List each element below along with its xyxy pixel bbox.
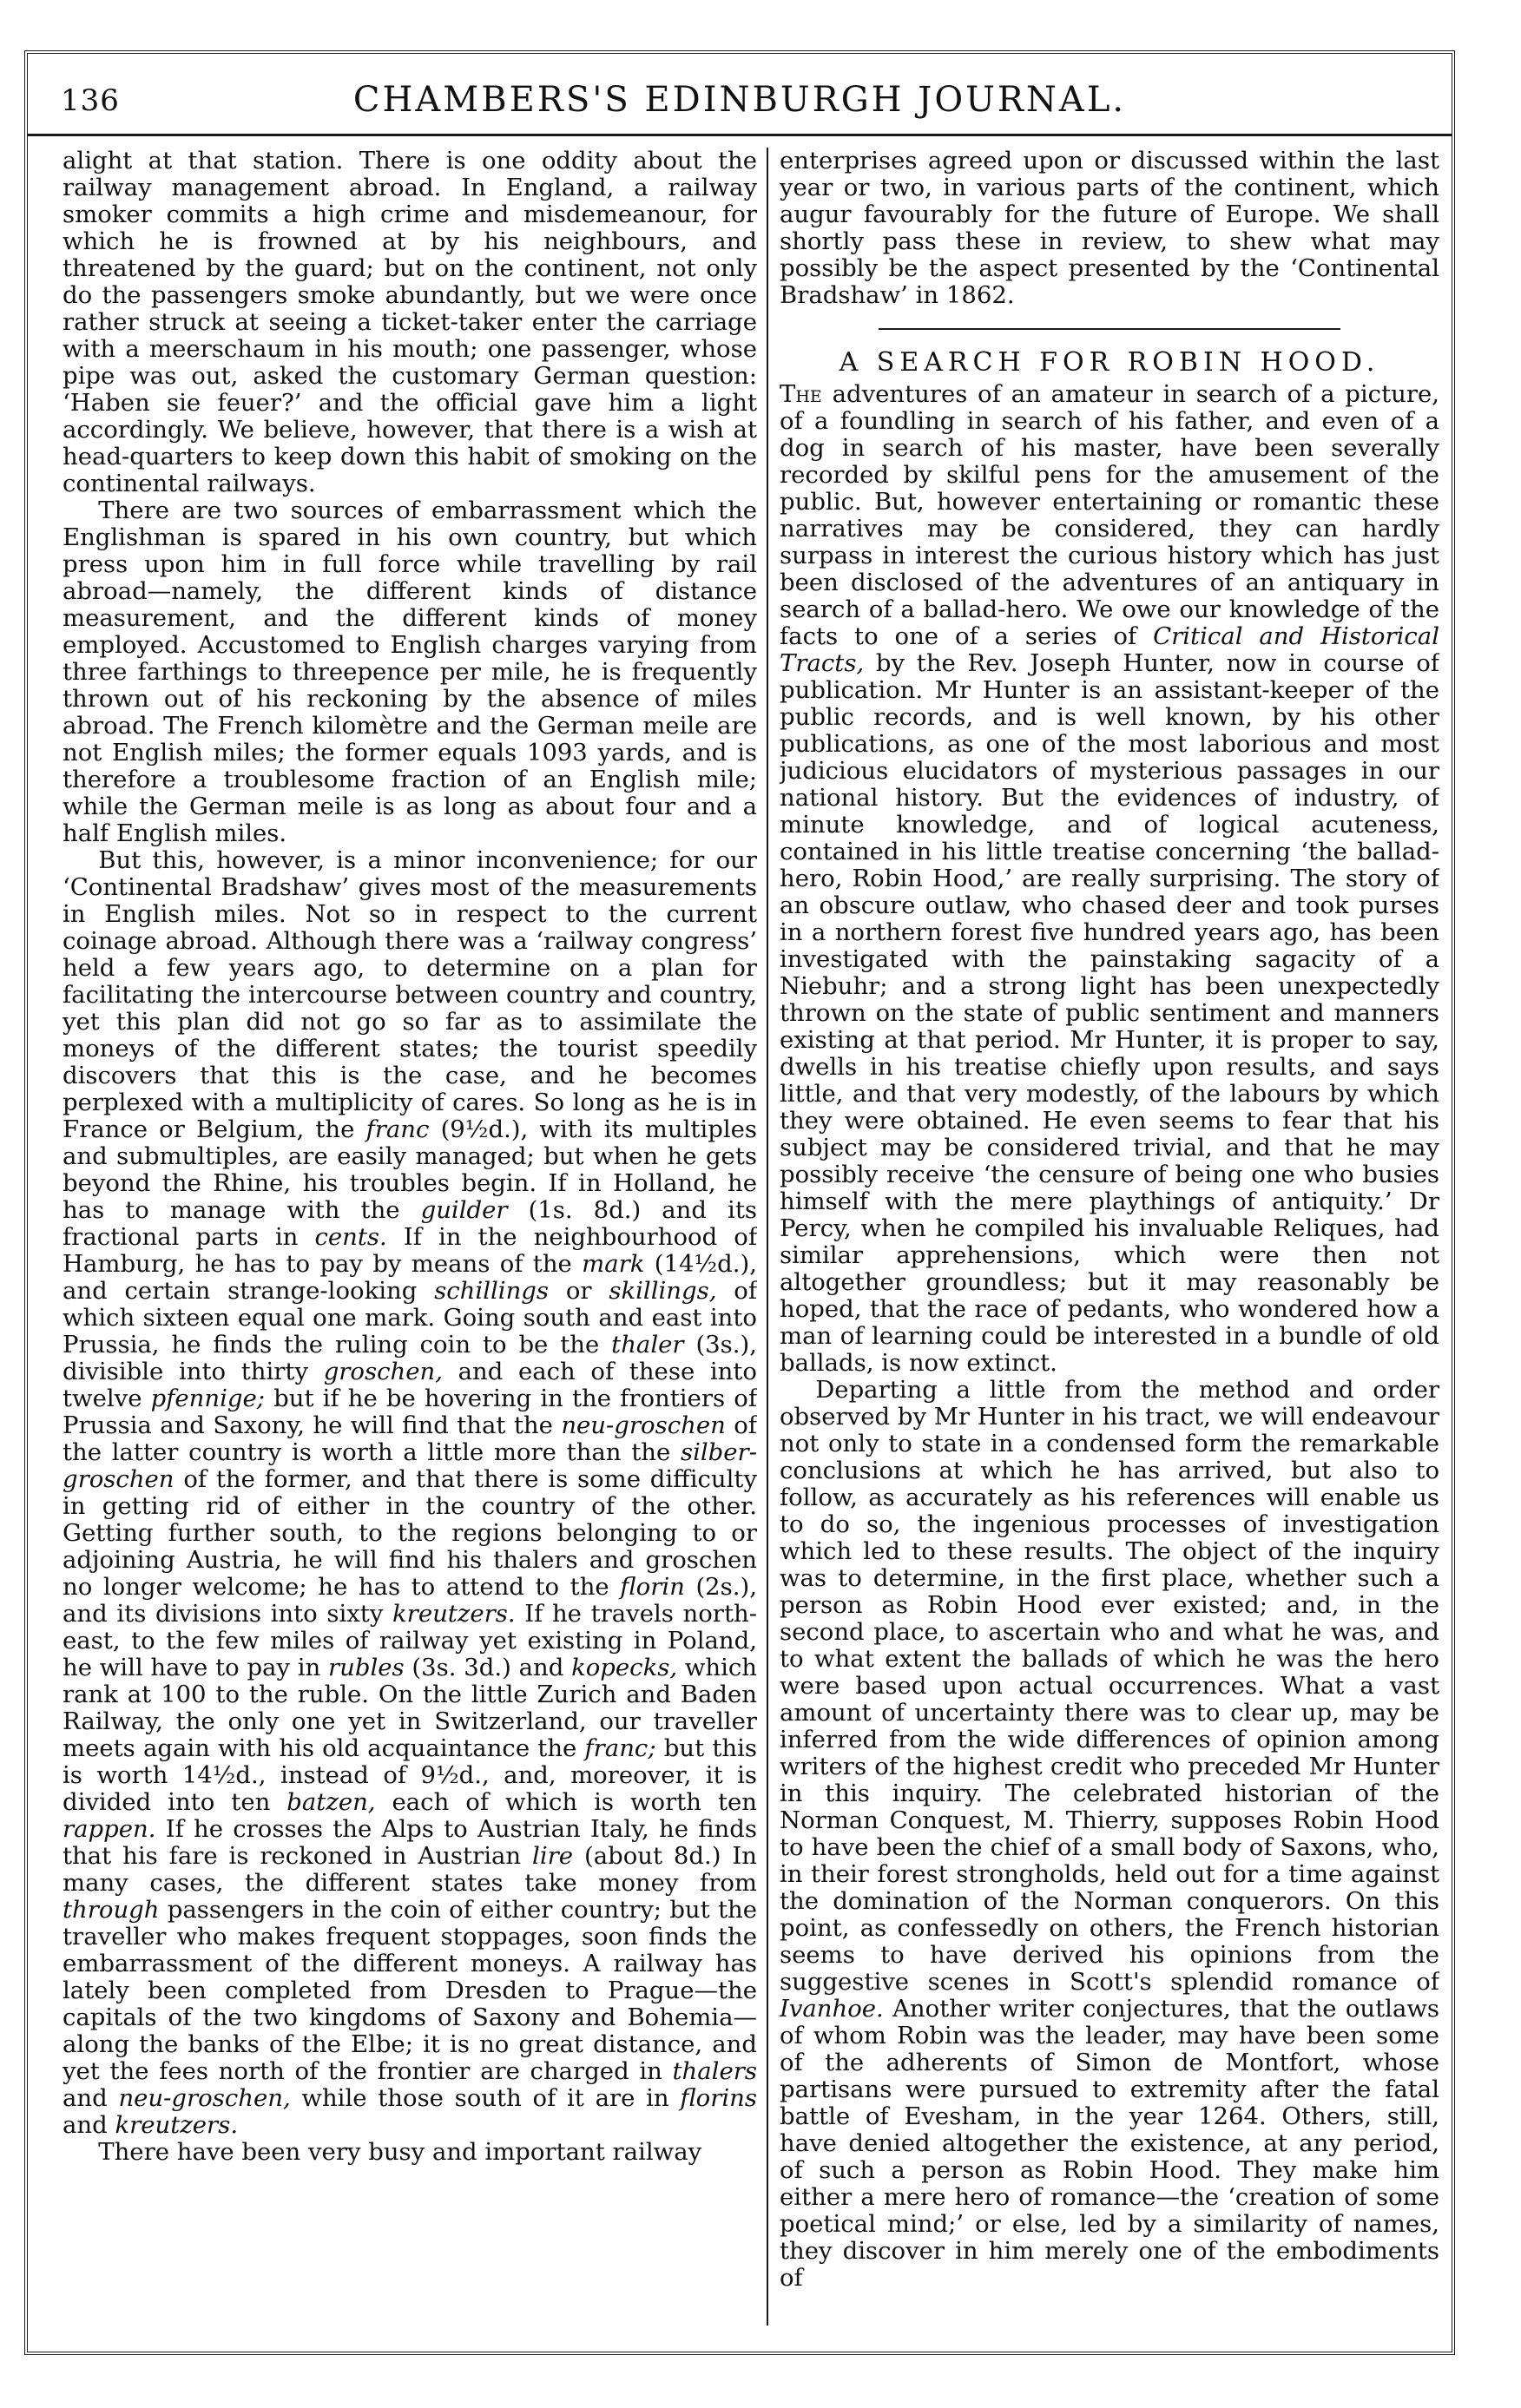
text-run: of which sixteen equal one mark. Going south and east into Prussia, he finds the ruling coin to be the [63, 1277, 757, 1359]
italic-term: franc; [584, 1734, 656, 1762]
paragraph-smoking [63, 148, 757, 497]
paragraph-continued [780, 148, 1439, 309]
paragraph-distance-measurement [63, 497, 757, 847]
italic-term: skillings, [609, 1277, 717, 1305]
italic-term: thaler [611, 1331, 684, 1359]
text-run: (3s.), divisible into thirty [63, 1331, 757, 1385]
text-run: each of which is worth ten [375, 1788, 757, 1816]
text-run: and each of these into twelve [63, 1358, 757, 1412]
italic-term: kreutzers. [392, 1600, 516, 1628]
italic-term: rappen. [63, 1815, 156, 1843]
text-run: but if he be hovering in the frontiers of Prussia and Saxony, he will find that the [63, 1385, 757, 1439]
text-run: But this, however, is a minor inconvenience; for our ‘Continental Bradshaw’ gives most of the measurements in English miles. Not so in respect to the current coinage abroad. Although there was a ‘railway congress’ held a few years ago, to determine on a plan for facilitating the intercourse between country and country, yet this plan did not go so far as to assimilate the moneys of the different states; the tourist speedily discovers that this is the case, and he becomes perplexed with a multiplicity of cares. So long as he is in France or Belgium, the [63, 846, 757, 1143]
text-run: and [63, 2084, 119, 2112]
text-run: by the Rev. Joseph Hunter, now in course of publication. Mr Hunter is an assistant-keeper of the public records, and is well known, by his other publications, as one of the most laborious and most judicious elucidators of mysterious passages in our national history. But the evidences of industry, of minute knowledge, and of logical acuteness, contained in his little treatise concerning ‘the ballad-hero, Robin Hood,’ are really surprising. The story of an obscure outlaw, who chased deer and took purses in a northern forest five hundred years ago, has been investigated with the painstaking sagacity of a Niebuhr; and a strong light has been unexpectedly thrown on the state of public sentiment and manners existing at that period. Mr Hunter, it is proper to say, dwells in his treatise chiefly upon results, and says little, and that very modestly, of the labours by which they were obtained. He even seems to fear that his subject may be considered trivial, and that he may possibly receive ‘the censure of being one who busies himself with the mere playthings of antiquity.’ Dr Percy, when he compiled his invaluable Reliques, had similar apprehensions, which were then not altogether groundless; but it may reasonably be hoped, that the race of pedants, who wondered how a man of learning could be interested in a bundle of old ballads, is now extinct. [780, 649, 1439, 1377]
text-run: There have been very busy and important railway [98, 2138, 702, 2166]
page-header [28, 54, 1452, 136]
page-number: 136 [61, 83, 120, 118]
italic-term: neu-groschen, [118, 2084, 291, 2112]
italic-term: florin [620, 1573, 685, 1601]
article-title: A SEARCH FOR ROBIN HOOD. [839, 347, 1380, 378]
journal-title: CHAMBERS'S EDINBURGH JOURNAL. [352, 80, 1127, 120]
text-run: If he travels north-east, to the few miles of railway yet existing in Poland, he will have to pay in [63, 1600, 757, 1681]
text-run: and [63, 2111, 115, 2139]
text-run: (3s. 3d.) and [404, 1654, 572, 1681]
text-run: but this is worth 14½d., instead of 9½d., and, moreover, it is divided into ten [63, 1734, 757, 1816]
text-run: enterprises agreed upon or discussed within the last year or two, in various parts of the continent, which augur favourably for the future of Europe. We shall shortly pass these in review, to shew what may possibly be the aspect presented by the ‘Continental Bradshaw’ in 1862. [780, 148, 1439, 309]
text-run: If he crosses the Alps to Austrian Italy, he finds that his fare is reckoned in Austrian [63, 1815, 757, 1870]
paragraph-robin-hood-intro [780, 381, 1439, 1377]
text-run: while those south of it are in [290, 2084, 681, 2112]
text-run: alight at that station. There is one oddity about the railway management abroad. In England, a railway smoker commits a high crime and misdemeanour, for which he is frowned at by his neighbours, and threatened by the guard; but on the continent, not only do the passengers smoke abundantly, but we were once rather struck at seeing a ticket-taker enter the carriage with a meerschaum in his mouth; one passenger, whose pipe was out, asked the customary German question: ‘Haben sie feuer?’ and the official gave him a light accordingly. We believe, however, that there is a wish at head-quarters to keep down this habit of smoking on the continental railways. [63, 148, 757, 497]
italic-term: neu-groschen [561, 1411, 726, 1439]
text-run: or [549, 1277, 609, 1305]
text-run: Departing a little from the method and order observed by Mr Hunter in his tract, we will endeavour not only to state in a condensed form the remarkable conclusions at which he has arrived, but also to follow, as accurately as his references will enable us to do so, the ingenious processes of investigation which led to these results. The object of the inquiry was to determine, in the first place, whether such a person as Robin Hood ever existed; and, in the second place, to ascertain who and what he was, and to what extent the ballads of which he was the hero were based upon actual occurrences. What a vast amount of uncertainty there was to clear up, may be inferred from the wide differences of opinion among writers of the highest credit who preceded Mr Hunter in this inquiry. The celebrated historian of the Norman Conquest, M. Thierry, supposes Robin Hood to have been the chief of a small body of Saxons, who, in their forest strongholds, held out for a time against the domination of the Norman conquerors. On this point, as confessedly on others, the French historian seems to have derived his opinions from the suggestive scenes in Scott's splendid romance of [780, 1376, 1439, 1996]
italic-term: lire [532, 1842, 574, 1870]
right-column [780, 148, 1439, 2326]
paragraph-robin-hood-inquiry [780, 1377, 1439, 2292]
text-run: (1s. 8d.) and its fractional parts in [63, 1196, 757, 1251]
text-run: If in the neighbourhood of Hamburg, he has to pay by means of the [63, 1223, 757, 1278]
text-run: (14½d.), and certain strange-looking [63, 1250, 757, 1305]
italic-term: kreutzers. [115, 2111, 239, 2139]
italic-term: batzen, [286, 1788, 376, 1816]
italic-term: Ivanhoe. [780, 1995, 884, 2023]
italic-term: guilder [420, 1196, 508, 1224]
italic-term: thalers [672, 2057, 757, 2085]
text-run: (about 8d.) In many cases, the different states take money from [63, 1842, 757, 1897]
italic-term: through [63, 1896, 160, 1924]
italic-term: silber-groschen [63, 1438, 757, 1493]
journal-page [24, 50, 1455, 2355]
italic-term: rubles [328, 1654, 405, 1681]
paragraph-railway-enterprises [63, 2139, 757, 2166]
text-run: of the former, and that there is some difficulty in getting rid of either in the country of the other. Getting further south, to the regions belonging to or adjoining Austria, he will find his thalers and groschen no longer welcome; he has to attend to the [63, 1465, 757, 1601]
text-run: adventures of an amateur in search of a picture, of a foundling in search of his father, and even of a dog in search of his master, have been severally recorded by skilful pens for the amusement of the public. But, however entertaining or romantic these narratives may be considered, they can hardly surpass in interest the curious history which has just been disclosed of the adventures of an antiquary in search of a ballad-hero. We owe our knowledge of the facts to one of a series of [780, 380, 1439, 650]
italic-term: mark [582, 1250, 645, 1278]
left-column [63, 148, 757, 2326]
text-run: (9½d.), with its multiples and submultiples, are easily managed; but when he gets beyond the Rhine, his troubles begin. If in Holland, he has to manage with the [63, 1115, 757, 1224]
opening-words: The [780, 380, 822, 408]
text-run: (2s.), and its divisions into sixty [63, 1573, 757, 1628]
italic-term: schillings [434, 1277, 550, 1305]
italic-term: cents. [314, 1223, 387, 1251]
paragraph-coinage [63, 847, 757, 2139]
italic-term: florins [680, 2084, 757, 2112]
text-run: There are two sources of embarrassment which the Englishman is spared in his own country, but which press upon him in full force while travelling by rail abroad—namely, the different kinds of distance measurement, and the different kinds of money employed. Accustomed to English charges varying from three farthings to threepence per mile, he is frequently thrown out of his reckoning by the absence of miles abroad. The French kilomètre and the German meile are not English miles; the former equals 1093 yards, and is therefore a troublesome fraction of an English mile; while the German meile is as long as about four and a half English miles. [63, 497, 757, 847]
text-run: of the latter country is worth a little more than the [63, 1411, 757, 1466]
column-divider [767, 148, 768, 2326]
text-run: which rank at 100 to the ruble. On the little Zurich and Baden Railway, the only one yet in Switzerland, our traveller meets again with his old acquaintance the [63, 1654, 757, 1762]
text-run: Another writer conjectures, that the outlaws of whom Robin was the leader, may have been some of the adherents of Simon de Montfort, whose partisans were pursued to extremity after the fatal battle of Evesham, in the year 1264. Others, still, have denied altogether the existence, at any period, of such a person as Robin Hood. They make him either a mere hero of romance—the ‘creation of some poetical mind;’ or else, led by a similarity of names, they discover in him merely one of the embodiments of [780, 1995, 1439, 2292]
italic-term: pfennige; [150, 1385, 266, 1412]
italic-term: franc [365, 1115, 430, 1143]
section-divider [879, 328, 1340, 330]
italic-term: Critical and Historical Tracts, [780, 622, 1439, 677]
italic-term: groschen, [323, 1358, 443, 1385]
text-run: passengers in the coin of either country; but the traveller who makes frequent stoppages, soon finds the embarrassment of the different moneys. A railway has lately been completed from Dresden to Prague—the capitals of the two kingdoms of Saxony and Bohemia—along the banks of the Elbe; it is no great distance, and yet the fees north of the frontier are charged in [63, 1896, 757, 2085]
italic-term: kopecks, [571, 1654, 678, 1681]
